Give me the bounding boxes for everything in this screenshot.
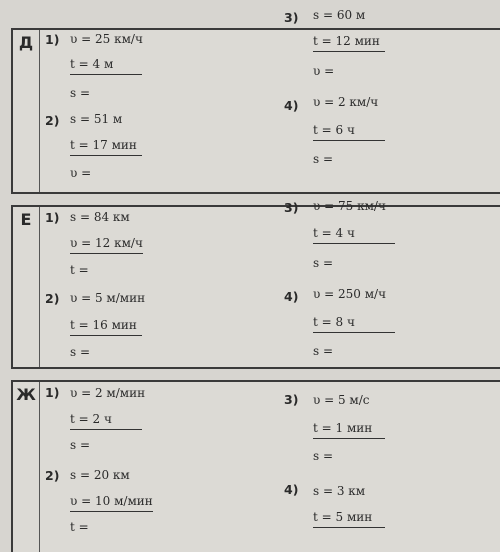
problem-unknown: υ = [313, 64, 335, 78]
problem-given [313, 510, 385, 528]
problem-number: 3) [284, 392, 299, 407]
problem-given: υ = 2 км/ч [313, 95, 379, 109]
problem-given [70, 318, 142, 336]
problem-number: 2) [45, 291, 60, 306]
problem-unknown: t = [70, 520, 89, 534]
problem-given-text: υ = 12 км/ч [70, 236, 143, 254]
problem-given [313, 315, 395, 333]
problem-given: s = 84 км [70, 210, 130, 224]
problem-unknown: t = [70, 263, 89, 277]
problem-given [313, 421, 385, 439]
section-letter: Е [20, 209, 32, 229]
problem-given [70, 494, 153, 512]
problem-given [70, 138, 142, 156]
problem-given-text: t = 4 м [70, 57, 142, 75]
problem-given: υ = 5 м/мин [70, 291, 146, 305]
problem-given: s = 60 м [313, 8, 366, 22]
problem-unknown: s = [313, 256, 334, 270]
problem-number: 3) [284, 200, 299, 215]
problem-given-text: t = 4 ч [313, 226, 395, 244]
problem-given-text: t = 2 ч [70, 412, 142, 430]
problem-given-text: t = 5 мин [313, 510, 385, 528]
problem-number: 1) [45, 385, 60, 400]
problem-given-text: t = 16 мин [70, 318, 142, 336]
problem-given [70, 236, 143, 254]
problem-number: 1) [45, 32, 60, 47]
problem-given: υ = 5 м/с [313, 393, 370, 407]
section-letter: Ж [16, 384, 36, 404]
problem-unknown: s = [70, 86, 91, 100]
problem-unknown: s = [70, 345, 91, 359]
problem-number: 4) [284, 482, 299, 497]
problem-unknown: s = [313, 152, 334, 166]
problem-given-text: t = 1 мин [313, 421, 385, 439]
problem-unknown: υ = [70, 166, 92, 180]
problem-given: υ = 250 м/ч [313, 287, 387, 301]
problem-unknown: s = [313, 344, 334, 358]
section-letter: Д [18, 32, 34, 52]
problem-given [70, 57, 142, 75]
problem-given [313, 123, 385, 141]
problem-given: s = 3 км [313, 484, 366, 498]
problem-number: 1) [45, 210, 60, 225]
problem-given: υ = 25 км/ч [70, 32, 143, 46]
problem-given-text: t = 12 мин [313, 34, 385, 52]
section-divider [39, 30, 40, 192]
problem-number: 2) [45, 468, 60, 483]
problem-number: 4) [284, 289, 299, 304]
section-divider [39, 382, 40, 552]
section-divider [39, 207, 40, 367]
problem-number: 2) [45, 113, 60, 128]
problem-unknown: s = [313, 449, 334, 463]
problem-given [313, 226, 395, 244]
problem-given: s = 51 м [70, 112, 123, 126]
problem-given-text: t = 17 мин [70, 138, 142, 156]
problem-given-text: t = 6 ч [313, 123, 385, 141]
problem-given: υ = 75 км/ч [313, 199, 386, 213]
problem-given: υ = 2 м/мин [70, 386, 146, 400]
problem-number: 3) [284, 10, 299, 25]
problem-given [313, 34, 385, 52]
problem-given: s = 20 км [70, 468, 130, 482]
problem-unknown: s = [70, 438, 91, 452]
problem-number: 4) [284, 98, 299, 113]
problem-given-text: υ = 10 м/мин [70, 494, 153, 512]
problem-given-text: t = 8 ч [313, 315, 395, 333]
problem-given [70, 412, 142, 430]
